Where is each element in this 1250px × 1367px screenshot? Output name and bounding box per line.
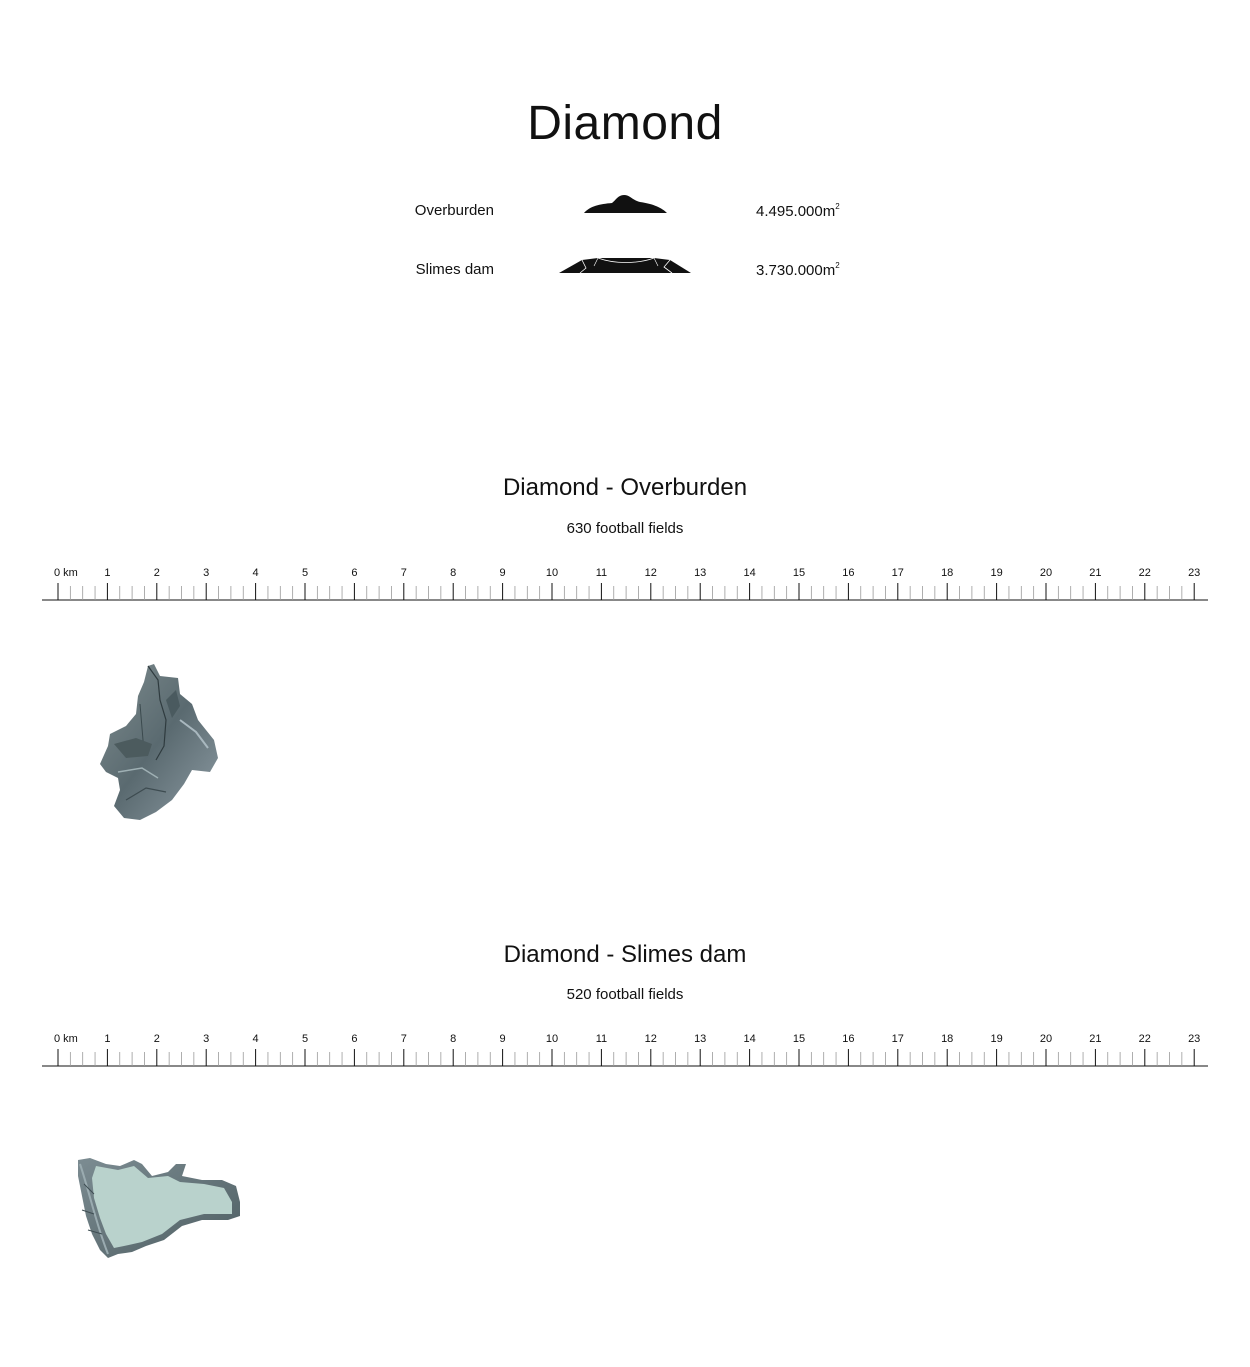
section-title: Diamond - Slimes dam <box>503 941 747 968</box>
scale-label: 3 <box>203 1033 210 1045</box>
section-subtitle: 630 football fields <box>566 520 684 537</box>
page-title: Diamond <box>527 97 723 150</box>
scale-label: 9 <box>499 1033 506 1045</box>
scale-label: 1 <box>104 1033 111 1045</box>
scale-label: 7 <box>400 1033 407 1045</box>
legend-row-overburden <box>0 190 1250 230</box>
scale-label: 16 <box>842 567 855 579</box>
scale-label: 7 <box>400 567 407 579</box>
scale-label: 6 <box>351 1033 358 1045</box>
scale-label: 22 <box>1138 1033 1151 1045</box>
scale-label: 14 <box>743 1033 756 1045</box>
legend-label: Overburden <box>414 202 494 219</box>
scale-label: 13 <box>694 1033 707 1045</box>
scale-label: 12 <box>644 567 657 579</box>
scale-label: 13 <box>694 567 707 579</box>
legend-row-slimes-dam <box>0 249 1250 289</box>
section-title: Diamond - Overburden <box>502 474 748 501</box>
scale-label: 5 <box>301 1033 309 1045</box>
scale-label: 21 <box>1089 567 1102 579</box>
legend-value: $3.730.000m^2$ <box>756 261 840 279</box>
scale-label: 20 <box>1039 567 1053 579</box>
scale-label: 15 <box>792 1033 806 1045</box>
scale-label: 9 <box>499 567 506 579</box>
section-subtitle: 520 football fields <box>566 986 684 1003</box>
scale-label: 21 <box>1089 1033 1102 1045</box>
scale-label: 1 <box>104 567 111 579</box>
slimes-dam-satellite-shape <box>72 1154 244 1262</box>
dam-icon <box>558 254 692 274</box>
scale-label: 8 <box>450 1033 457 1045</box>
km-scale-bar <box>0 1026 1250 1076</box>
scale-label: 12 <box>644 1033 657 1045</box>
scale-label: 8 <box>450 567 457 579</box>
scale-label: 0 km <box>54 1033 78 1045</box>
legend-label: Slimes dam <box>415 261 494 278</box>
scale-label: 5 <box>301 567 309 579</box>
scale-label: 0 km <box>54 567 78 579</box>
scale-label: 15 <box>792 567 806 579</box>
scale-label: 19 <box>990 567 1003 579</box>
scale-label: 3 <box>203 567 210 579</box>
scale-label: 10 <box>545 1033 559 1045</box>
scale-label: 23 <box>1188 1033 1201 1045</box>
scale-label: 11 <box>595 567 608 579</box>
km-scale-bar <box>0 560 1250 610</box>
scale-label: 2 <box>153 1033 160 1045</box>
scale-label: 2 <box>153 567 160 579</box>
scale-label: 23 <box>1188 567 1201 579</box>
scale-label: 4 <box>252 567 259 579</box>
scale-label: 19 <box>990 1033 1003 1045</box>
scale-label: 10 <box>545 567 559 579</box>
scale-label: 18 <box>941 1033 954 1045</box>
overburden-satellite-shape <box>96 660 222 826</box>
scale-label: 14 <box>743 567 756 579</box>
scale-label: 11 <box>595 1033 608 1045</box>
scale-label: 4 <box>252 1033 259 1045</box>
mound-icon <box>582 192 668 216</box>
scale-label: 20 <box>1039 1033 1053 1045</box>
scale-label: 6 <box>351 567 358 579</box>
scale-label: 17 <box>891 567 904 579</box>
scale-label: 17 <box>891 1033 904 1045</box>
scale-label: 16 <box>842 1033 855 1045</box>
scale-label: 22 <box>1138 567 1151 579</box>
scale-label: 18 <box>941 567 954 579</box>
legend-value: $4.495.000m^2$ <box>756 202 840 220</box>
